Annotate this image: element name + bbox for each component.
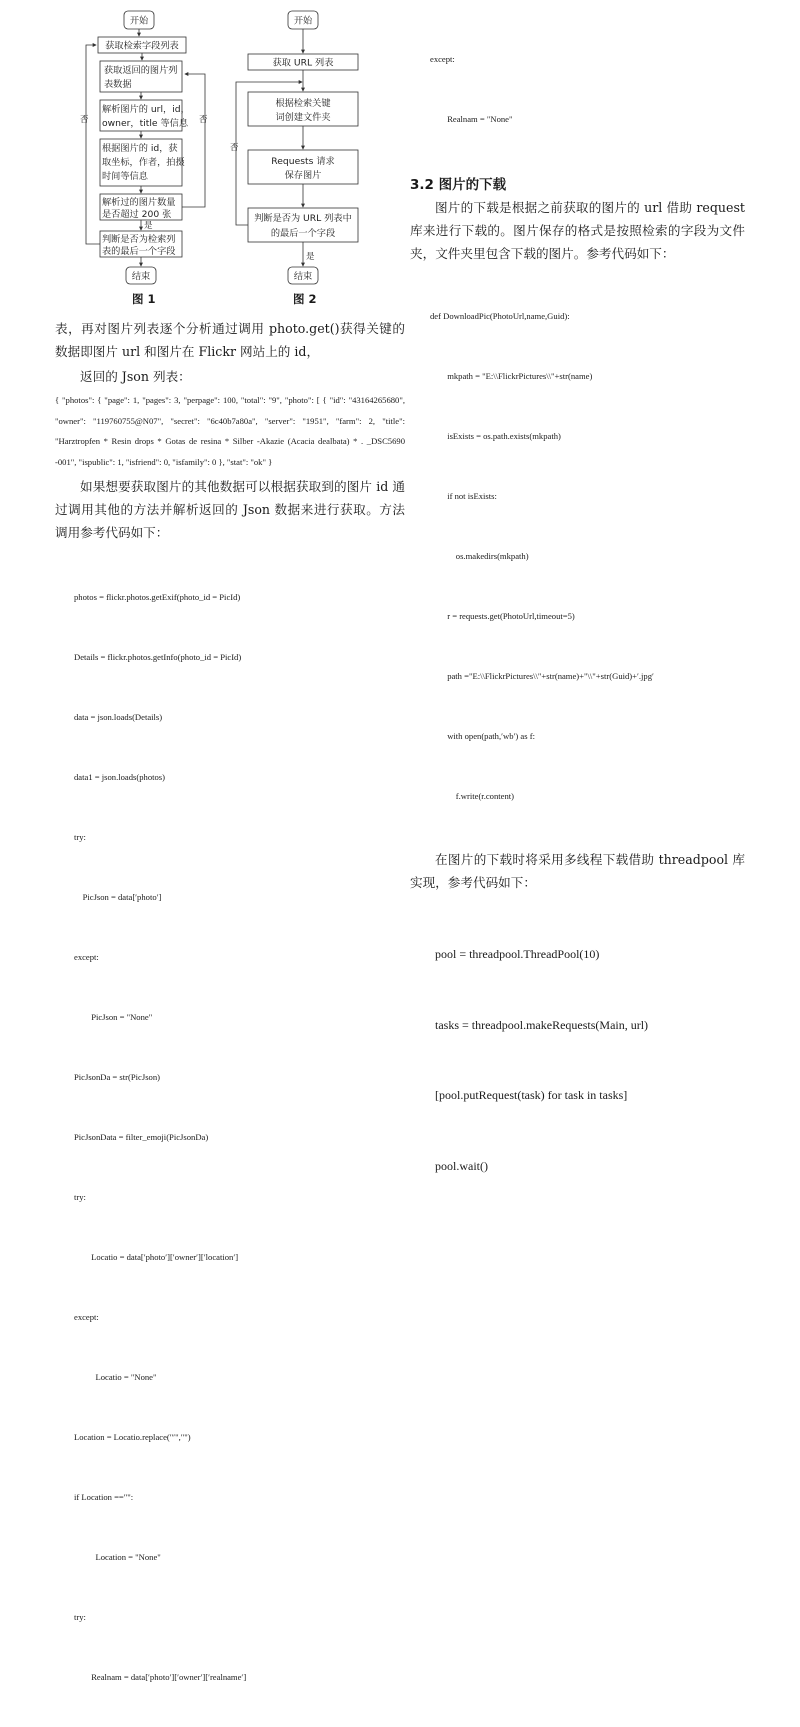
right-code-top — [410, 9, 745, 169]
left-para-1: 表，再对图片列表逐个分析通过调用 photo.get()获得关键的数据即图片 url 和图片在 Flickr 网站上的 id， — [55, 321, 405, 359]
fig1-step1-text: 获取检索字段列表 — [105, 40, 179, 52]
code-line: pool.wait() — [435, 1158, 488, 1173]
code-line: try: — [74, 1612, 86, 1622]
right-para-2: 在图片的下载时将采用多线程下载借助 threadpool 库实现，参考代码如下： — [410, 852, 745, 890]
code-line: Location = "None" — [74, 1552, 161, 1562]
right-column — [410, 9, 745, 1225]
code-line: [pool.putRequest(task) for task in tasks] — [435, 1088, 628, 1102]
left-para-3: 如果想要获取图片的其他数据可以根据获取到的图片 id 通过调用其他的方法并解析返回的 Json 数据来进行获取。方法调用参考代码如下： — [55, 479, 405, 540]
code-line: isExists = os.path.exists(mkpath) — [430, 431, 561, 441]
fig1-step3-text2: owner，title 等信息 — [102, 118, 189, 129]
code-line: if not isExists: — [430, 491, 497, 501]
fig2-step2-text1: 根据检索关键 — [275, 98, 331, 109]
code-line: r = requests.get(PhotoUrl,timeout=5) — [430, 611, 575, 621]
code-line: PicJsonData = filter_emoji(PicJsonDa) — [74, 1132, 209, 1142]
fig1-step2-text1: 获取返回的图片列 — [104, 65, 178, 76]
code-line: mkpath = "E:\\FlickrPictures\\"+str(name) — [430, 371, 593, 381]
fig2-no-label: 否 — [230, 143, 239, 153]
fig1-step4-text3: 时间等信息 — [102, 171, 148, 182]
fig1-step5-text2: 是否超过 200 张 — [102, 209, 172, 220]
code-line: Locatio = "None" — [74, 1372, 157, 1382]
fig1-step4-text1: 根据图片的 id，获 — [102, 143, 178, 154]
fig1-step6-text2: 表的最后一个字段 — [102, 246, 176, 257]
section-heading: 3.2 图片的下载 — [410, 177, 507, 193]
fig1-no-label-right: 否 — [199, 115, 208, 125]
left-code-block — [55, 547, 405, 1727]
threadpool-code-block — [410, 896, 745, 1225]
fig1-caption: 图 1 — [132, 292, 156, 306]
code-line: path ="E:\\FlickrPictures\\"+str(name)+"\\"+str(Guid)+′.jpg′ — [430, 671, 654, 681]
flowcharts — [0, 0, 410, 310]
fig2-caption: 图 2 — [293, 292, 317, 306]
code-line: def DownloadPic(PhotoUrl,name,Guid): — [430, 311, 570, 321]
fig1-start-text: 开始 — [129, 15, 149, 27]
code-line: try: — [74, 832, 86, 842]
figure-1 — [80, 11, 208, 284]
code-line: f.write(r.content) — [430, 791, 515, 801]
code-line: except: — [430, 54, 455, 64]
fig1-step6-text1: 判断是否为检索列 — [102, 234, 176, 245]
fig1-no-label-left: 否 — [80, 115, 89, 125]
code-line: PicJsonDa = str(PicJson) — [74, 1072, 161, 1082]
code-line: os.makedirs(mkpath) — [430, 551, 529, 561]
fig2-end-text: 结束 — [293, 271, 313, 282]
fig2-yes-label: 是 — [306, 252, 315, 262]
code-line: data1 = json.loads(photos) — [74, 772, 166, 782]
code-line: data = json.loads(Details) — [74, 712, 163, 722]
right-para-1: 图片的下载是根据之前获取的图片的 url 借助 request 库来进行下载的。图片保存的格式是按照检索的字段为文件夹，文件夹里包含下载的图片。参考代码如下： — [410, 200, 745, 261]
code-line: PicJson = "None" — [74, 1012, 153, 1022]
fig2-step3-text1: Requests 请求 — [271, 156, 335, 167]
fig1-step5-text1: 解析过的图片数量 — [102, 197, 176, 208]
code-line: Locatio = data[′photo′][′owner′][′location′] — [74, 1252, 239, 1262]
code-line: with open(path,′wb′) as f: — [430, 731, 535, 741]
code-line: try: — [74, 1192, 86, 1202]
code-line: Location = Locatio.replace("′","") — [74, 1432, 191, 1442]
fig1-step4-text2: 取坐标，作者，拍摄 — [102, 157, 185, 168]
figure-2 — [230, 11, 358, 284]
left-column — [55, 317, 405, 1727]
code-line: if Location =="": — [74, 1492, 134, 1502]
fig1-end-text: 结束 — [131, 271, 151, 282]
fig2-start-text: 开始 — [293, 15, 313, 27]
code-line: except: — [74, 1312, 99, 1322]
fig1-yes-label-1: 是 — [144, 221, 153, 231]
fig1-step3-text1: 解析图片的 url，id， — [102, 104, 190, 115]
right-code-block — [410, 266, 745, 846]
fig2-step4-text1: 判断是否为 URL 列表中 — [254, 213, 352, 224]
fig2-step1-text: 获取 URL 列表 — [272, 57, 334, 69]
code-line: Realnam = data[′photo′][′owner′][′realname′] — [74, 1672, 247, 1682]
code-line: PicJson = data[′photo′] — [74, 892, 162, 902]
json-listing: { "photos": { "page": 1, "pages": 3, "perpage": 100, "total": "9", "photo": [ { "id": "43164265680", "owner": "119760755@N07", "secret": "6c40b7a80a", "server": "1951", "farm": 2, "title": "Harztropfen * Resin drops * Gotas de resina * Silber -Akazie (Acacia dealbata) * . _DSC5690 -001", "ispublic": 1, "isfriend": 0, "isfamily": 0 }, "stat": "ok" } — [55, 395, 405, 467]
fig1-step2-text2: 表数据 — [104, 79, 132, 90]
code-line: pool = threadpool.ThreadPool(10) — [435, 947, 600, 961]
code-line: Details = flickr.photos.getInfo(photo_id = PicId) — [74, 652, 242, 662]
code-line: Realnam = "None" — [430, 114, 513, 124]
fig2-step3-text2: 保存图片 — [284, 170, 322, 181]
left-para-2: 返回的 Json 列表： — [80, 369, 191, 384]
fig2-step2-text2: 词创建文件夹 — [275, 112, 331, 123]
code-line: photos = flickr.photos.getExif(photo_id = PicId) — [74, 592, 241, 602]
code-line: tasks = threadpool.makeRequests(Main, url) — [435, 1017, 649, 1032]
code-line: except: — [74, 952, 99, 962]
fig2-step4-text2: 的最后一个字段 — [270, 228, 336, 239]
